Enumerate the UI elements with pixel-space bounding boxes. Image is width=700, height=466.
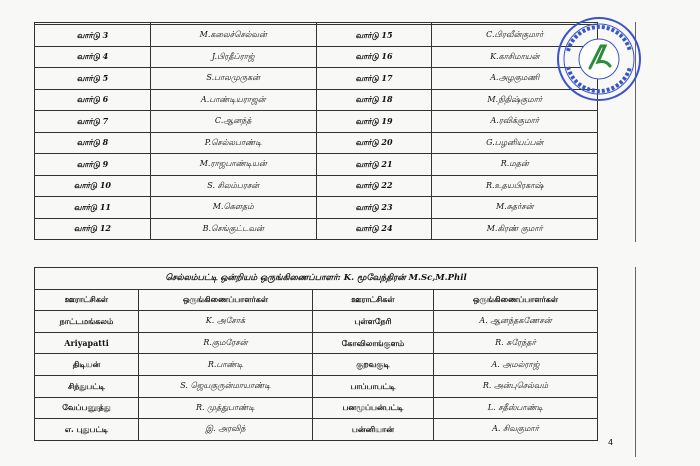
- table-row: [35, 111, 598, 133]
- panchayat-name: பனமூப்பன்பட்டி: [312, 397, 433, 419]
- margin-line: [635, 267, 636, 457]
- coordinator-name: B.செங்குட்டவன்: [150, 218, 316, 240]
- ward-label: வார்டு 18: [316, 89, 432, 111]
- coordinator-name: R.மதன்: [432, 154, 598, 176]
- panchayat-name: திடியன்: [35, 354, 139, 376]
- coordinator-name: இ. அரவிந்: [138, 419, 312, 441]
- coordinator-name: C.பிரவீன்குமார்: [432, 25, 598, 47]
- panchayat-name: புள்ளநேரி: [312, 311, 433, 333]
- table-row: [35, 68, 598, 90]
- party-seal-stamp: [556, 16, 642, 102]
- ward-label: வார்டு 3: [35, 25, 151, 47]
- coordinator-name: R.குமரேசன்: [138, 332, 312, 354]
- coordinator-name: K. அசோக்: [138, 311, 312, 333]
- coordinator-name: S. சிலம்பரசன்: [150, 175, 316, 197]
- ward-label: வார்டு 5: [35, 68, 151, 90]
- union-coordinators-table: [34, 267, 598, 441]
- coordinator-name: A. அமல்ராஜ்: [433, 354, 597, 376]
- coordinator-name: R. அன்புசெல்வம்: [433, 375, 597, 397]
- coordinator-name: R.பாண்டி: [138, 354, 312, 376]
- coordinator-name: G.பழனியப்பன்: [432, 132, 598, 154]
- coordinator-name: A. சிவகுமார்: [433, 419, 597, 441]
- table-row: [35, 132, 598, 154]
- ward-label: வார்டு 16: [316, 46, 432, 68]
- ward-label: வார்டு 4: [35, 46, 151, 68]
- coordinator-name: J.பிரதீப்ராஜ்: [150, 46, 316, 68]
- panchayat-name: எ. புதுபட்டி: [35, 419, 139, 441]
- union-title: செல்லம்பட்டி ஒன்றியம் ஒருங்கிணைப்பாளர்: K. மூவேந்திரன் M.Sc,M.Phil: [35, 268, 598, 290]
- coordinator-name: L. சதீஸ்பாண்டி: [433, 397, 597, 419]
- coordinator-name: M.நிதிஷ்குமார்: [432, 89, 598, 111]
- panchayat-name: சிந்துபட்டி: [35, 375, 139, 397]
- header-panchayats: ஊராட்சிகள்: [312, 289, 433, 311]
- coordinator-name: A.பாண்டியராஜன்: [150, 89, 316, 111]
- ward-label: வார்டு 8: [35, 132, 151, 154]
- table-row: [35, 197, 598, 219]
- coordinator-name: R. சுரேந்தர்: [433, 332, 597, 354]
- ward-label: வார்டு 9: [35, 154, 151, 176]
- coordinator-name: C.ஆனந்த்: [150, 111, 316, 133]
- ward-label: வார்டு 15: [316, 25, 432, 47]
- ward-label: வார்டு 17: [316, 68, 432, 90]
- ward-label: வார்டு 20: [316, 132, 432, 154]
- coordinator-name: S.பாலமுருகன்: [150, 68, 316, 90]
- table-row: [35, 332, 598, 354]
- ward-label: வார்டு 23: [316, 197, 432, 219]
- header-panchayats: ஊராட்சிகள்: [35, 289, 139, 311]
- ward-coordinators-table: [34, 22, 598, 240]
- coordinator-name: R. முத்துபாண்டி: [138, 397, 312, 419]
- table-row: [35, 25, 598, 47]
- panchayat-name: பன்னியான்: [312, 419, 433, 441]
- coordinator-name: M.கலைச்செல்வன்: [150, 25, 316, 47]
- coordinator-name: K.காசிமாயன்: [432, 46, 598, 68]
- table-row: [35, 175, 598, 197]
- header-coordinators: ஒருங்கிணைப்பாளர்கள்: [138, 289, 312, 311]
- header-coordinators: ஒருங்கிணைப்பாளர்கள்: [433, 289, 597, 311]
- ward-label: வார்டு 7: [35, 111, 151, 133]
- table-row: [35, 311, 598, 333]
- panchayat-name: கோவிலாங்குளம்: [312, 332, 433, 354]
- coordinator-name: M.ராஜபாண்டியன்: [150, 154, 316, 176]
- panchayat-name: பாப்பாபட்டி: [312, 375, 433, 397]
- ward-label: வார்டு 11: [35, 197, 151, 219]
- coordinator-name: M.சுதர்சன்: [432, 197, 598, 219]
- table-row: [35, 419, 598, 441]
- coordinator-name: R.உதயபிரகாஷ்: [432, 175, 598, 197]
- panchayat-name: வேப்பனூத்து: [35, 397, 139, 419]
- panchayat-name: குறவகுடி: [312, 354, 433, 376]
- table-row: [35, 397, 598, 419]
- ward-label: வார்டு 22: [316, 175, 432, 197]
- table-row: [35, 46, 598, 68]
- panchayat-name: Ariyapatti: [35, 332, 139, 354]
- ward-label: வார்டு 10: [35, 175, 151, 197]
- ward-label: வார்டு 12: [35, 218, 151, 240]
- ward-label: வார்டு 21: [316, 154, 432, 176]
- ward-label: வார்டு 24: [316, 218, 432, 240]
- table-row: [35, 218, 598, 240]
- coordinator-name: A.அழகுமணி: [432, 68, 598, 90]
- ward-label: வார்டு 6: [35, 89, 151, 111]
- panchayat-name: நாட்டமங்கலம்: [35, 311, 139, 333]
- ward-label: வார்டு 19: [316, 111, 432, 133]
- table-row: [35, 154, 598, 176]
- page-number: 4: [608, 438, 614, 447]
- coordinator-name: M.கிரண் குமார்: [432, 218, 598, 240]
- coordinator-name: M.கௌதம்: [150, 197, 316, 219]
- coordinator-name: A.ரவிக்குமார்: [432, 111, 598, 133]
- table-row: [35, 375, 598, 397]
- table-row: [35, 89, 598, 111]
- coordinator-name: A. ஆனந்தகணேசன்: [433, 311, 597, 333]
- coordinator-name: S. ஜெயகுருன்மாயாண்டி: [138, 375, 312, 397]
- coordinator-name: P.செல்லபாண்டி: [150, 132, 316, 154]
- table-row: [35, 354, 598, 376]
